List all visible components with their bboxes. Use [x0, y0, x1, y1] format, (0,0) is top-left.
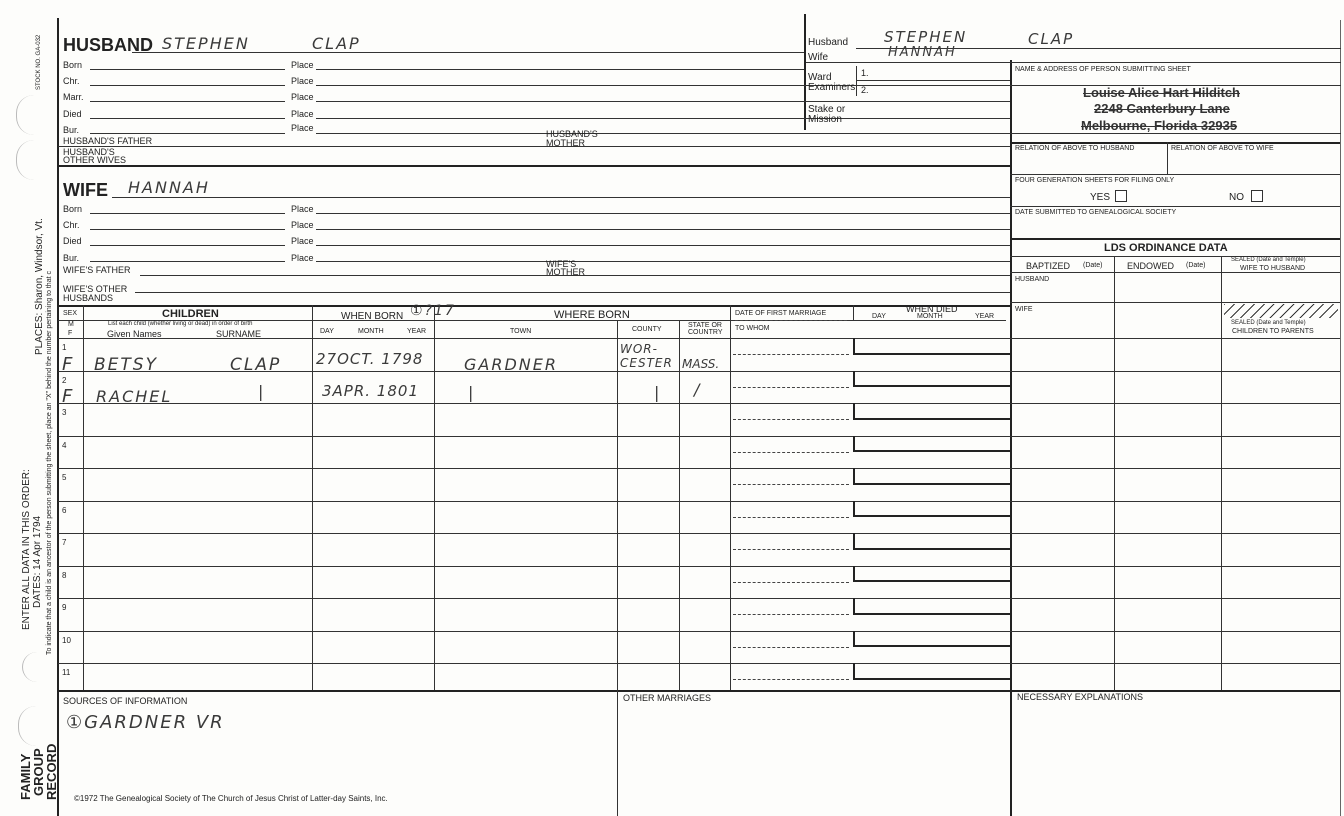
husband-father-label: HUSBAND'S FATHER	[63, 136, 153, 146]
to-whom-header: TO WHOM	[735, 325, 770, 332]
husband-other-wives-label: OTHER WIVES	[63, 155, 127, 165]
husband-born-place-label: Place	[291, 60, 314, 70]
four-gen-label: FOUR GENERATION SHEETS FOR FILING ONLY	[1015, 177, 1175, 184]
right-husband-surname[interactable]: CLAP	[1028, 30, 1075, 48]
sealed-wife-label: SEALED (Date and Temple)	[1231, 257, 1306, 263]
child-2-given[interactable]: RACHEL	[96, 387, 173, 406]
child-2-surname[interactable]: |	[258, 382, 266, 401]
child-2-state[interactable]: /	[694, 380, 702, 399]
child-row-number: 11	[62, 668, 71, 677]
when-born-header: WHEN BORN	[341, 311, 404, 322]
no-label: NO	[1229, 192, 1244, 203]
child-1-state[interactable]: MASS.	[682, 357, 720, 371]
sealed-hatch	[1224, 304, 1338, 318]
born-day-header: DAY	[320, 328, 334, 335]
child-1-surname[interactable]: CLAP	[230, 355, 282, 375]
right-wife-name[interactable]: HANNAH	[888, 45, 957, 60]
lds-husband-label: HUSBAND	[1015, 276, 1050, 283]
sealed-children-label: CHILDREN TO PARENTS	[1232, 328, 1314, 335]
sex-label: SEX	[63, 310, 78, 317]
wife-father-label: WIFE'S FATHER	[63, 265, 131, 275]
child-death-field[interactable]	[853, 533, 1010, 550]
sealed-wife-label: WIFE TO HUSBAND	[1240, 265, 1306, 272]
wife-bur-place-label: Place	[291, 253, 314, 263]
child-death-field[interactable]	[853, 403, 1010, 420]
places-note: PLACES: Sharon, Windsor, Vt.	[34, 218, 45, 355]
wife-died-place-label: Place	[291, 236, 314, 246]
child-row-number: 10	[62, 635, 71, 645]
yes-checkbox[interactable]	[1115, 190, 1127, 202]
stake-label: Mission	[808, 114, 842, 125]
right-wife-label: Wife	[808, 52, 828, 63]
baptized-label: BAPTIZED	[1026, 261, 1071, 271]
when-born-note: ①?17	[410, 303, 456, 319]
wife-other-husbands-label: WIFE'S OTHER	[63, 284, 128, 294]
child-row[interactable]	[58, 631, 1340, 664]
ancestor-note: To indicate that a child is an ancestor of the person submitting the sheet, place an "X" behind the number pertaining to that c	[46, 271, 53, 655]
child-death-field[interactable]	[853, 631, 1010, 648]
sealed-children-label: SEALED (Date and Temple)	[1231, 320, 1306, 326]
husband-heading: HUSBAND	[63, 35, 153, 55]
sources-value[interactable]: ①GARDNER VR	[66, 712, 225, 733]
child-1-sex[interactable]: F	[62, 354, 75, 375]
husband-given-name[interactable]: STEPHEN	[162, 34, 250, 53]
husband-marr-label: Marr.	[63, 92, 84, 102]
child-death-field[interactable]	[853, 598, 1010, 615]
wife-chr-place-label: Place	[291, 220, 314, 230]
child-row-number: 6	[62, 505, 67, 515]
child-1-given[interactable]: BETSY	[94, 355, 158, 375]
husband-born-label: Born	[63, 60, 83, 70]
died-year-header: YEAR	[975, 313, 995, 320]
no-checkbox[interactable]	[1251, 190, 1263, 202]
ward-label: Ward	[808, 72, 832, 83]
wife-chr-label: Chr.	[63, 220, 80, 230]
relation-wife-label: RELATION OF ABOVE TO WIFE	[1171, 145, 1274, 152]
husband-chr-place-label: Place	[291, 76, 314, 86]
child-1-county[interactable]: WOR-CESTER	[620, 342, 673, 370]
examiner-2[interactable]: 2.	[861, 85, 869, 95]
child-row-number: 3	[62, 408, 67, 417]
other-marriages-label: OTHER MARRIAGES	[623, 693, 712, 703]
wife-given-name[interactable]: HANNAH	[128, 178, 210, 197]
first-marriage-header: DATE OF FIRST MARRIAGE	[735, 310, 827, 317]
wife-born-label: Born	[63, 204, 83, 214]
yes-label: YES	[1090, 192, 1111, 203]
child-row[interactable]	[58, 533, 1340, 566]
born-year-header: YEAR	[407, 328, 427, 335]
husband-marr-place-label: Place	[291, 92, 314, 102]
child-row[interactable]	[58, 436, 1340, 469]
given-names-header: Given Names	[107, 329, 162, 339]
form-title: RECORD	[44, 743, 59, 800]
relation-husband-label: RELATION OF ABOVE TO HUSBAND	[1015, 145, 1135, 152]
child-death-field[interactable]	[853, 468, 1010, 485]
husband-bur-label: Bur.	[63, 125, 80, 135]
copyright: ©1972 The Genealogical Society of The Church of Jesus Christ of Latter-day Saints, Inc.	[74, 794, 388, 803]
child-1-town[interactable]: GARDNER	[464, 355, 558, 374]
child-2-county[interactable]: |	[654, 383, 662, 402]
child-row-number: 9	[62, 603, 67, 612]
husband-died-place-label: Place	[291, 109, 314, 119]
child-death-field[interactable]	[853, 338, 1010, 355]
punch-hole	[18, 706, 36, 746]
child-death-field[interactable]	[853, 566, 1010, 583]
child-death-field[interactable]	[853, 663, 1010, 680]
children-note: List each child (whether living or dead) in order of birth	[108, 321, 253, 327]
f-label: F	[68, 330, 73, 337]
where-born-header: WHERE BORN	[554, 309, 630, 321]
stock-number: STOCK NO. GA-032	[36, 34, 42, 90]
wife-other-husbands-label: HUSBANDS	[63, 293, 114, 303]
submitter-city[interactable]: Melbourne, Florida 32935	[1081, 118, 1238, 133]
enter-order-note: ENTER ALL DATA IN THIS ORDER:	[21, 469, 32, 630]
punch-hole	[22, 652, 40, 682]
child-2-born[interactable]: 3APR. 1801	[322, 382, 419, 400]
child-2-town[interactable]: |	[468, 383, 476, 402]
husband-surname[interactable]: CLAP	[312, 34, 361, 53]
husband-other-wives-label: HUSBAND'S	[63, 147, 115, 157]
child-row[interactable]	[58, 468, 1340, 501]
child-death-field[interactable]	[853, 371, 1010, 388]
child-row-number: 2	[62, 375, 67, 385]
examiner-1[interactable]: 1.	[861, 68, 869, 78]
wife-heading: WIFE	[63, 180, 108, 200]
husband-chr-label: Chr.	[63, 76, 80, 86]
child-death-field[interactable]	[853, 436, 1010, 453]
sources-label: SOURCES OF INFORMATION	[63, 696, 188, 706]
child-row-number: 5	[62, 473, 67, 482]
submitter-label: NAME & ADDRESS OF PERSON SUBMITTING SHEET	[1015, 66, 1191, 73]
child-row[interactable]	[58, 501, 1340, 534]
date-submitted-label: DATE SUBMITTED TO GENEALOGICAL SOCIETY	[1015, 209, 1177, 216]
explanations-label: NECESSARY EXPLANATIONS	[1017, 692, 1144, 702]
husband-mother-label: HUSBAND'S	[546, 129, 598, 139]
died-month-header: MONTH	[917, 313, 943, 320]
lds-wife-label: WIFE	[1015, 306, 1033, 313]
examiners-label: Examiners	[808, 82, 856, 93]
m-label: M	[68, 321, 74, 328]
town-header: TOWN	[510, 328, 532, 335]
husband-died-label: Died	[63, 109, 82, 119]
stake-label: Stake or	[808, 104, 846, 115]
child-1-born[interactable]: 27OCT. 1798	[316, 350, 424, 368]
submitter-name[interactable]: Louise Alice Hart Hilditch	[1083, 85, 1240, 100]
wife-mother-label: WIFE'S	[546, 259, 577, 269]
form-title: FAMILY	[18, 753, 33, 800]
county-header: COUNTY	[632, 326, 662, 333]
wife-died-label: Died	[63, 236, 82, 246]
child-row-number: 4	[62, 440, 67, 450]
child-row-number: 7	[62, 538, 67, 547]
endowed-date-label: (Date)	[1186, 262, 1206, 269]
child-row-number: 8	[62, 570, 67, 580]
child-2-sex[interactable]: F	[62, 386, 75, 407]
child-row[interactable]	[58, 403, 1340, 436]
right-husband-label: Husband	[808, 37, 849, 48]
lds-title: LDS ORDINANCE DATA	[1104, 242, 1228, 254]
born-month-header: MONTH	[358, 328, 384, 335]
wife-bur-label: Bur.	[63, 253, 80, 263]
baptized-date-label: (Date)	[1083, 262, 1103, 269]
wife-born-place-label: Place	[291, 204, 314, 214]
surname-header: SURNAME	[216, 329, 262, 339]
child-row[interactable]	[58, 598, 1340, 631]
dates-note: DATES: 14 Apr 1794	[32, 515, 43, 608]
children-heading: CHILDREN	[162, 308, 219, 320]
submitter-street[interactable]: 2248 Canterbury Lane	[1094, 101, 1230, 116]
died-day-header: DAY	[872, 313, 886, 320]
husband-mother-label: MOTHER	[546, 138, 585, 148]
form-title: GROUP	[31, 748, 46, 796]
child-row-number: 1	[62, 343, 67, 352]
when-died-header: WHEN DIED	[906, 304, 958, 314]
child-death-field[interactable]	[853, 501, 1010, 518]
punch-hole	[16, 95, 34, 135]
husband-bur-place-label: Place	[291, 123, 314, 133]
right-husband-name[interactable]: STEPHEN	[884, 28, 968, 46]
endowed-label: ENDOWED	[1127, 261, 1174, 271]
state-header: COUNTRY	[688, 329, 723, 336]
state-header: STATE OR	[688, 322, 722, 329]
punch-hole	[16, 140, 34, 180]
child-row[interactable]	[58, 566, 1340, 599]
wife-mother-label: MOTHER	[546, 267, 585, 277]
